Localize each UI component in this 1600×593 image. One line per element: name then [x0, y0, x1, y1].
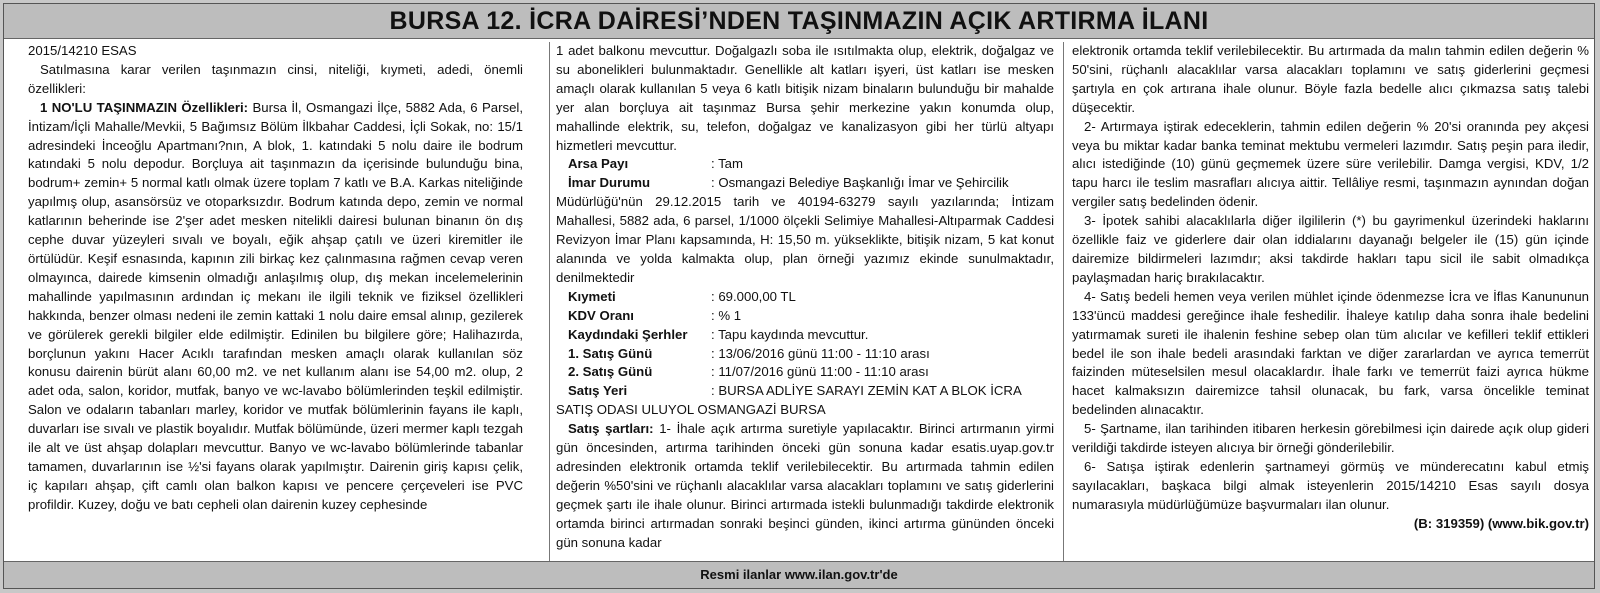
condition-6: 6- Satışa iştirak edenlerin şartnameyi görmüş ve münderecatını kabul etmiş sayılacakları, başkaca bilgi almak isteyenlerin 2015/14210 Esas sayılı dosya numarasıyla müdürlüğümüze başvurmaları ilan olunur.: [1072, 458, 1589, 512]
column-3: [1063, 42, 1593, 564]
property-continuation: 1 adet balkonu mevcuttur. Doğalgazlı soba ile ısıtılmakta olup, elektrik, doğalgaz ve su abonelikleri bulunmaktadır. Genellikle alt katları işyeri, üst katları ise mesken amaçlı olarak kullanılan 5 veya 6 katlı bitişik nizam binaların bulunduğu bir mahalde yer alan borçluya ait taşınmaz Bursa şehir merkezine yakın konumda olup, mahallinde elektrik, su, telefon, doğalgaz ve kanalizasyon gibi her türlü altyapı hizmetleri mevcuttur.: [556, 43, 1054, 153]
field-value: : % 1: [711, 307, 742, 323]
field-satis-yeri: [556, 382, 1054, 401]
case-number: 2015/14210 ESAS: [28, 43, 137, 58]
announcement-body: [4, 42, 1594, 564]
condition-2: 2- Artırmaya iştirak edeceklerin, tahmin edilen değerin % 20'si oranında pey akçesi veya bu miktar kadar banka teminat mektubu vermeleri lazımdır. Satış peşin para iledir, alıcı istediğinde (10) günü geçmemek üzere süre verilebilir. Damga vergisi, KDV, 1/2 tapu harcı ile teslim masrafları alıcıya aittir. Tellâliye resmi, taşınmazın aynından doğan vergiler satış bedelinden ödenir.: [1072, 118, 1589, 210]
field-key: 2. Satış Günü: [568, 364, 653, 380]
field-value: : 13/06/2016 günü 11:00 - 11:10 arası: [711, 345, 930, 361]
announcement-title: BURSA 12. İCRA DAİRESİ’NDEN TAŞINMAZIN AÇIK ARTIRMA İLANI: [389, 7, 1209, 35]
condition-3: 3- İpotek sahibi alacaklılarla diğer ilgililerin (*) bu gayrimenkul üzerindeki haklarını özellikle faiz ve giderlere dair olan iddialarını dayanağı belgeler ile (15) gün içinde dairemize bildirmeleri lazımdır; aksi takdirde hakları tapu sicil ile sabit olmadıkça paylaşmadan hariç bırakılacaktır.: [1072, 213, 1589, 285]
field-value: : Tam: [711, 156, 744, 172]
sale-conditions: [556, 420, 1054, 552]
property-description: [28, 99, 523, 515]
announcement-header: [4, 4, 1594, 39]
property-text: Bursa İl, Osmangazi İlçe, 5882 Ada, 6 Parsel, İntizam/İçli Mahalle/Mevkii, 5 Bağımsız Bölüm İlkbahar Caddesi, İçli Sokak, no: 15/1 adresindeki İnceoğlu Apartmanı?nın, A blok, 1. katındaki 5 nolu daire ile bodrum katındaki 5 nolu depodur. Borçluya ait taşınmazın da içerisinde bulunduğu bina, bodrum+ zemin+ 5 normal katlı olmak üzere toplam 7 katlı ve B.A. Karkas niteliğinde yapılmış olup, asansörsüz ve otoparksızdır. Bodrum katında depo, zemin ve normal katlarının beherinde ise 2'şer adet mesken nitelikli dairesi bulunan binanın ön dış cephe duvar yüzeyleri sıvalı ve boyalı, eğik ahşap çatılı ve üzeri kiremitler ile örtülüdür. Keşif esnasında, kapının zili birkaç kez çalınmasına rağmen cevap veren olmayınca, dairede kimsenin olmadığı anlaşılmış olup, dış mekan incelemelerinin mahallinde yapılmasının ardından iç mekanı ile ilgili teknik ve fiziksel özellikleri hakkında, benzer olması nedeni ile zemin kattaki 1 nolu daire emsal alınıp, gezilerek ve görülerek gerekli bilgiler elde edilmiştir. Edinilen bu bilgilere göre; Halihazırda, borçlunun yakını Hacer Acıklı tarafından mesken amaçlı olarak kullanılan söz konusu dairenin bürüt alanı 60,00 m2. ve net kullanım alanı ise 54,00 m2. olup, 2 adet oda, salon, koridor, mutfak, banyo ve wc-lavabo bölümlerinden teşkil edilmiştir. Salon ve odaların tabanları marley, koridor ve mutfak bölümlerinin fayans ile kaplı, duvarları ise sıvalı ve plastik boyalıdır. Mutfak bölümünde, üzeri mermer kaplı tezgah ile alt ve üst ahşap dolapları mevcuttur. Banyo ve wc-lavabo bölümlerinde tabanlar tamamen, duvarlarının ise ½'si fayans olarak yapılmıştır. Dairenin giriş kapısı çelik, iç kapıları ahşap, çift camlı olan balkon kapısı ve pencere çerçeveleri ise PVC profildir. Kuzey, doğu ve batı cepheli olan dairenin kuzey cephesinde: [28, 99, 523, 512]
field-key: Arsa Payı: [568, 156, 629, 172]
field-arsa-payi: [556, 155, 1054, 174]
field-key: 1. Satış Günü: [568, 345, 653, 361]
field-kiymeti: [556, 288, 1054, 307]
field-value: : 69.000,00 TL: [711, 288, 796, 304]
announcement-frame: [3, 3, 1595, 589]
field-key: İmar Durumu: [568, 175, 651, 191]
field-serhler: [556, 326, 1054, 345]
condition-4: 4- Satış bedeli hemen veya verilen mühlet içinde ödenmezse İcra ve İflas Kanununun 133'üncü maddesi gereğince ihale feshedilir. İhaleye katılıp daha sonra ihale bedelini yatırmamak sureti ile ihalenin feshine sebep olan tüm alıcılar ve kefilleri teklif ettikleri bedel ile son ihale bedeli arasındaki farktan ve diğer zararlardan ve ayrıca temerrüt faizinden müteselsilen mesul olacaklardır. İhale farkı ve temerrüt faizi ayrıca hükme hacet kalmaksızın dairemizce tahsil olunacak, bu fark, varsa öncelikle teminat bedelinden alınacaktır.: [1072, 288, 1589, 418]
field-value: : Tapu kaydında mevcuttur.: [711, 326, 869, 342]
publication-signature: (B: 319359) (www.bik.gov.tr): [1413, 515, 1589, 531]
column-1: [28, 42, 523, 564]
conditions-text: 1- İhale açık artırma suretiyle yapılacaktır. Birinci artırmanın yirmi gün öncesinden, artırma tarihinden önceki gün sonuna kadar esatis.uyap.gov.tr adresinden elektronik ortamda teklif verilebilecektir. Bu artırmada tahmin edilen değerin %50'sini ve rüçhanlı alacaklılar varsa alacakları toplamını ve satış giderlerini geçmek şartı ile ihale olunur. Birinci artırmada istekli bulunmadığı takdirde elektronik ortamda birinci artırmadan sonraki beşinci günden, ikinci artırma gününden önceki gün sonuna kadar: [556, 421, 1054, 550]
field-value: : BURSA ADLİYE SARAYI ZEMİN KAT A BLOK İCRA: [711, 383, 1022, 399]
condition-1-continuation: elektronik ortamda teklif verilebilecektir. Bu artırmada da malın tahmin edilen değerin % 50'sini, rüçhanlı alacaklılar varsa alacakları toplamını ve satış giderlerini geçmesi şartıyla en çok artırana ihale olunur. Böyle fazla bedelle alıcı çıkmazsa satış talebi düşecektir.: [1072, 43, 1589, 115]
column-2: [549, 42, 1054, 564]
field-kdv: [556, 307, 1054, 326]
announcement-footer: [4, 561, 1594, 588]
property-heading: 1 NO'LU TAŞINMAZIN Özellikleri:: [40, 99, 249, 115]
field-key: Satış Yeri: [568, 383, 628, 399]
field-value: : Osmangazi Belediye Başkanlığı İmar ve Şehircilik: [711, 175, 1009, 191]
field-key: KDV Oranı: [568, 307, 634, 323]
intro-text: Satılmasına karar verilen taşınmazın cinsi, niteliği, kıymeti, adedi, önemli özellikleri:: [28, 61, 523, 96]
field-value: : 11/07/2016 günü 11:00 - 11:10 arası: [711, 364, 929, 380]
satis-yeri-continuation: SATIŞ ODASI ULUYOL OSMANGAZİ BURSA: [556, 402, 826, 418]
field-key: Kıymeti: [568, 288, 616, 304]
field-satis-gunu-1: [556, 345, 1054, 364]
field-key: Kaydındaki Şerhler: [568, 326, 688, 342]
imar-continuation: Müdürlüğü'nün 29.12.2015 tarih ve 40194-63279 sayılı yazılarında; İntizam Mahallesi, 5882 ada, 6 parsel, 1/1000 ölçekli Selimiye Mahallesi-Altıparmak Caddesi Revizyon İmar Planı kapsamında, H: 15,50 m. yükseklikte, bitişik nizam, 5 kat konut alanında ve yolda kalmakta olup, plan örneği yazımız ekinde sunulmaktadır, denilmektedir: [556, 194, 1054, 285]
conditions-heading: Satış şartları:: [568, 421, 654, 437]
field-imar-durumu: [556, 174, 1054, 193]
footer-text: Resmi ilanlar www.ilan.gov.tr'de: [700, 567, 898, 582]
condition-5: 5- Şartname, ilan tarihinden itibaren herkesin görebilmesi için dairede açık olup gideri verildiği takdirde isteyen alıcıya bir örneği gönderilebilir.: [1072, 421, 1589, 456]
field-satis-gunu-2: [556, 363, 1054, 382]
